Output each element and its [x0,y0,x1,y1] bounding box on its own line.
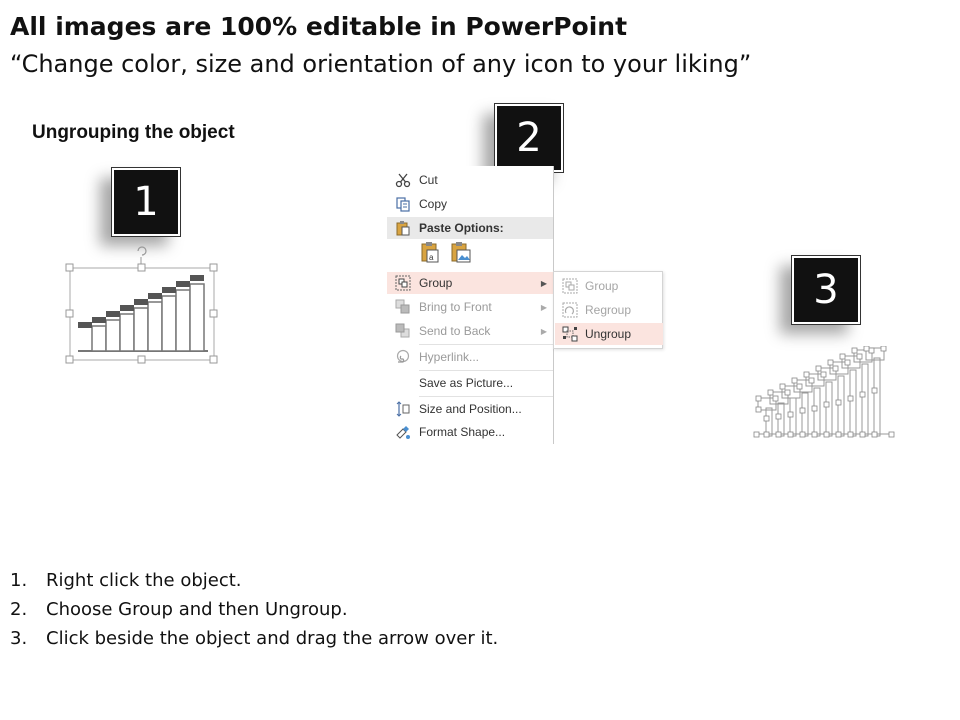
instructions-list [10,570,498,657]
page-title: All images are 100% editable in PowerPoint [10,12,628,41]
scissors-icon [387,172,419,188]
submenu-item-group[interactable] [555,275,663,297]
menu-item-label: Paste Options: [419,221,504,235]
menu-separator [419,396,553,397]
menu-item-label: Format Shape... [419,425,506,439]
paste-options-group [419,240,473,267]
menu-header-paste-options [387,217,553,239]
menu-separator [419,344,553,345]
menu-item-send-to-back[interactable] [387,320,553,342]
menu-item-label: Cut [419,173,438,187]
submenu-item-label: Ungroup [585,327,632,341]
submenu-item-label: Group [585,279,619,293]
hyperlink-icon [387,349,419,365]
submenu-item-ungroup[interactable] [555,323,663,345]
menu-item-label: Size and Position... [419,402,522,416]
menu-item-bring-to-front[interactable] [387,296,553,318]
submenu-arrow-icon: ▶ [540,278,548,288]
page-subtitle: “Change color, size and orientation of any icon to your liking” [10,50,752,78]
menu-item-size-and-position[interactable] [387,398,553,420]
menu-item-save-as-picture[interactable] [387,372,553,394]
step-badge-1: 1 [112,168,180,236]
step-badge-2: 2 [495,104,563,172]
menu-item-copy[interactable] [387,193,553,215]
regroup-icon [555,302,585,318]
paste-keep-formatting-icon[interactable] [419,240,443,267]
group-icon [555,278,585,294]
menu-item-format-shape[interactable] [387,421,553,443]
submenu-item-label: Regroup [585,303,632,317]
menu-item-label: Copy [419,197,448,211]
menu-item-label: Bring to Front [419,300,492,314]
menu-item-label: Hyperlink... [419,350,480,364]
menu-item-group[interactable] [387,272,553,294]
submenu-item-regroup[interactable] [555,299,663,321]
group-icon [387,275,419,291]
instruction-item: 2. Choose Group and then Ungroup. [10,599,348,620]
ungroup-icon [555,326,585,342]
submenu-arrow-icon: ▶ [540,302,548,312]
menu-separator [419,370,553,371]
context-menu [387,166,554,444]
menu-item-hyperlink[interactable] [387,346,553,368]
grouped-object[interactable] [62,246,220,368]
menu-item-cut[interactable] [387,169,553,191]
copy-icon [387,196,419,212]
instruction-item: 1. Right click the object. [10,570,242,591]
menu-item-label: Save as Picture... [419,376,514,390]
instruction-item: 3. Click beside the object and drag the arrow over it. [10,628,499,649]
group-submenu [553,271,663,349]
menu-item-label: Group [419,276,453,290]
step-badge-3: 3 [792,256,860,324]
paste-picture-icon[interactable] [449,240,473,267]
staircase-chart-icon [78,275,208,351]
section-title: Ungrouping the object [32,122,235,143]
svg-text:a: a [429,253,434,262]
menu-item-label: Send to Back [419,324,491,338]
send-back-icon [387,323,419,339]
ungrouped-object[interactable] [752,346,898,440]
submenu-arrow-icon: ▶ [540,326,548,336]
size-position-icon [387,401,419,417]
paste-icon [387,220,419,236]
bring-front-icon [387,299,419,315]
format-shape-icon [387,424,419,440]
